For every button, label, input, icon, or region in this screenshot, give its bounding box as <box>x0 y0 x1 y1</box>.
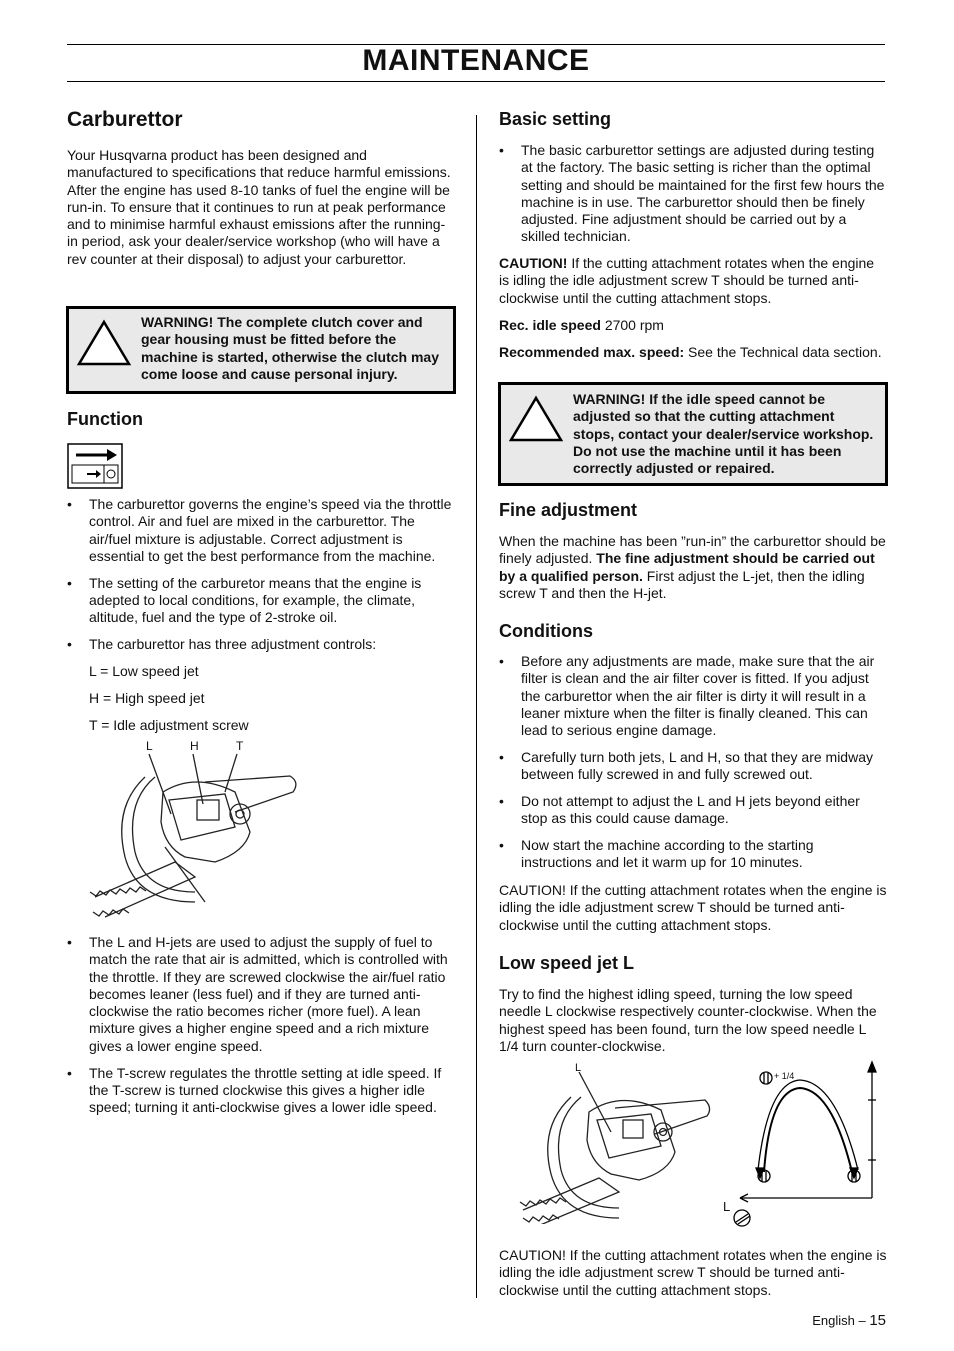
idle-speed-value: 2700 rpm <box>600 317 664 333</box>
column-divider <box>476 115 477 1298</box>
caution-paragraph <box>499 255 887 307</box>
subsection-title-function: Function <box>67 409 143 429</box>
warning-triangle-icon <box>76 319 132 367</box>
conditions-bullets <box>499 653 887 881</box>
figure-label-h: H <box>190 739 199 753</box>
list-item: • Before any adjustments are made, make sure that the air filter is clean and the air filter cover is fitted. If you adjust the carburettor when the air filter is dirty it will result in a leaner mixture when the filter is finally cleaned. This can lead to serious engine damage. <box>499 653 887 739</box>
adjustment-bullets <box>67 934 457 1126</box>
control-low-speed: L = Low speed jet <box>89 663 199 679</box>
basic-setting-bullets <box>499 142 887 255</box>
quarter-turn-label: + 1/4 <box>774 1071 795 1081</box>
caution-paragraph-2: CAUTION! If the cutting attachment rotates when the engine is idling the idle adjustment screw T should be turned anti-clockwise until the cutting attachment stops. <box>499 882 887 933</box>
warning-text: WARNING! If the idle speed cannot be adjusted so that the cutting attachment stops, contact your dealer/service workshop. Do not use the machine until it has been correctly adjusted or repaired. <box>573 391 874 477</box>
control-idle-screw: T = Idle adjustment screw <box>89 717 249 733</box>
header-rule-bottom <box>67 81 885 82</box>
list-item: • The basic carburettor settings are adjusted during testing at the factory. The basic setting is richer than the optimal setting and should be maintained for the first few hours the machine is in use. The carburettor should then be finely adjusted. Fine adjustment should be carried out by a skilled technician. <box>499 142 887 246</box>
figure2-label-l: L <box>575 1062 582 1074</box>
caution-label: CAUTION! <box>499 255 568 271</box>
throttle-symbol-icon <box>67 443 123 489</box>
fine-text-2: First adjust the L-jet, then the idling screw T and then the H-jet. <box>499 567 865 601</box>
fine-text-bold: The fine adjustment should be carried out by a qualified person. <box>499 550 875 584</box>
caution-paragraph-3: CAUTION! If the cutting attachment rotates when the engine is idling the idle adjustment screw T should be turned anti-clockwise until the cutting attachment stops. <box>499 1247 887 1298</box>
list-item: • The T-screw regulates the throttle setting at idle speed. If the T-screw is turned clockwise this gives a higher idle speed; turning it anti-clockwise gives a lower idle speed. <box>67 1065 457 1117</box>
subsection-title-fine-adjustment: Fine adjustment <box>499 500 638 520</box>
subsection-title-low-speed-jet: Low speed jet L <box>499 953 635 973</box>
caution-text: If the cutting attachment rotates when the engine is idling the idle adjustment screw T should be turned anti-clockwise until the cutting attachment stops. <box>499 255 875 306</box>
list-item: • The carburettor governs the engine’s speed via the throttle control. Air and fuel are mixed in the carburettor. The air/fuel mixture is adjustable. Correct adjustment is essential to get the best performance from the machine. <box>67 496 457 565</box>
max-speed-label: Recommended max. speed: <box>499 344 685 360</box>
warning-box-clutch <box>66 306 456 394</box>
list-item: • Now start the machine according to the starting instructions and let it warm up for 10 minutes. <box>499 837 887 872</box>
adjustment-diagram <box>720 1060 890 1230</box>
warning-text: WARNING! The complete clutch cover and gear housing must be fitted before the machine is started, otherwise the clutch may come loose and cause personal injury. <box>141 314 439 382</box>
control-high-speed: H = High speed jet <box>89 690 205 706</box>
fine-adjustment-paragraph <box>499 533 887 602</box>
page-title: MAINTENANCE <box>362 44 590 77</box>
hedge-trimmer-low-jet-illustration <box>515 1072 715 1224</box>
warning-triangle-icon <box>508 395 564 443</box>
footer-language: English <box>812 1313 855 1328</box>
figure-label-t: T <box>236 739 244 753</box>
page-footer <box>812 1312 886 1329</box>
section-title-carburettor: Carburettor <box>67 108 183 131</box>
hedge-trimmer-carburettor-illustration <box>85 752 310 920</box>
rec-idle-speed <box>499 317 664 334</box>
subsection-title-conditions: Conditions <box>499 621 593 641</box>
figure2-big-label-l: L <box>723 1199 731 1214</box>
intro-paragraph: Your Husqvarna product has been designed and manufactured to specifications that reduce harmful emissions. After the engine has used 8-10 tanks of fuel the engine will be run-in. To ensure that it continues to run at peak performance and to minimise harmful exhaust emissions after the running-in period, ask your dealer/service workshop (who will have a rev counter at their disposal) to adjust your carburettor. <box>67 147 451 267</box>
function-bullets <box>67 496 457 663</box>
figure-label-l: L <box>146 739 153 753</box>
fine-text-1: When the machine has been ”run-in” the carburettor should be finely adjusted. <box>499 533 886 567</box>
rec-max-speed <box>499 344 882 361</box>
warning-box-idle-speed <box>498 382 888 486</box>
list-item: • The L and H-jets are used to adjust the supply of fuel to match the rate that air is admitted, which is controlled with the throttle. If they are screwed clockwise the air/fuel ratio becomes leaner (less fuel) and if they are turned anti-clockwise the ratio becomes richer (more fuel). A lean mixture gives a higher engine speed and a rich mixture gives a lower engine speed. <box>67 934 457 1055</box>
footer-dash: – <box>854 1313 870 1328</box>
subsection-title-basic-setting: Basic setting <box>499 109 612 129</box>
low-speed-paragraph: Try to find the highest idling speed, turning the low speed needle L clockwise respectively counter-clockwise. When the highest speed has been found, turn the low speed needle L 1/4 turn counter-clockwise. <box>499 986 877 1054</box>
max-speed-value: See the Technical data section. <box>684 344 882 360</box>
page-number: 15 <box>869 1312 886 1329</box>
list-item: • The carburettor has three adjustment controls: <box>67 636 457 653</box>
list-item: • Carefully turn both jets, L and H, so that they are midway between fully screwed in and fully screwed out. <box>499 749 887 784</box>
list-item: • Do not attempt to adjust the L and H jets beyond either stop as this could cause damage. <box>499 793 887 828</box>
list-item: • The setting of the carburetor means that the engine is adepted to local conditions, for example, the climate, altitude, fuel and the type of 2-stroke oil. <box>67 575 457 627</box>
idle-speed-label: Rec. idle speed <box>499 317 601 333</box>
